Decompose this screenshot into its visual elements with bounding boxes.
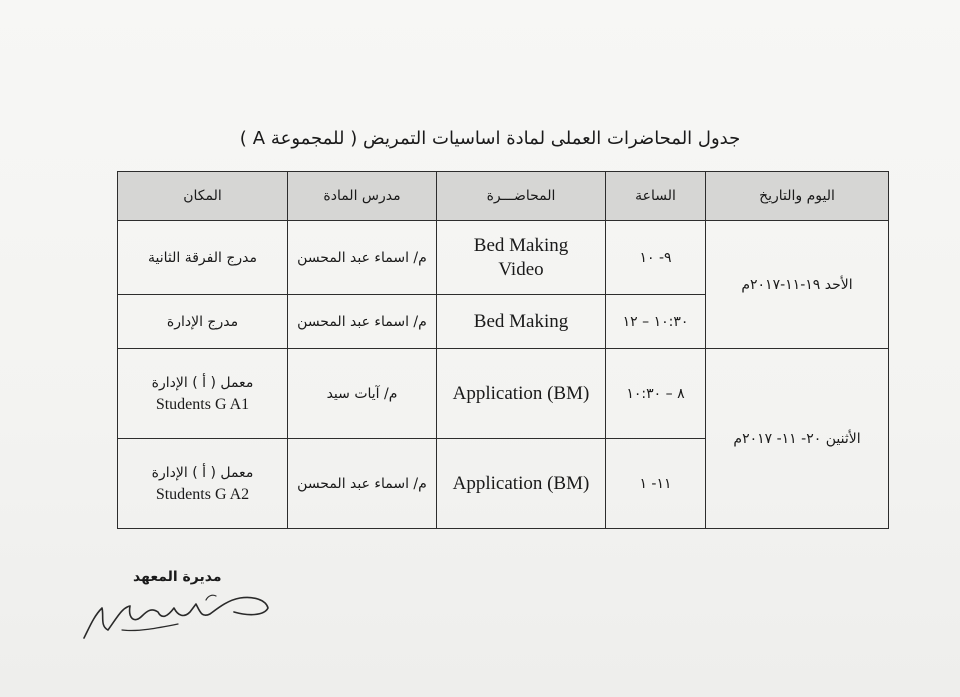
header-day-date: اليوم والتاريخ [706,172,889,221]
instructor-cell: م/ اسماء عبد المحسن [288,439,437,529]
time-cell: ١١- ١ [606,439,706,529]
place-cell [118,349,288,439]
day-date-cell: الأثنين ٢٠- ١١- ٢٠١٧م [706,349,889,529]
lecture-cell: Application (BM) [437,439,606,529]
instructor-cell: م/ اسماء عبد المحسن [288,295,437,349]
place-cell [118,439,288,529]
lecture-cell: Application (BM) [437,349,606,439]
table-row [118,221,889,295]
table-header-row [118,172,889,221]
place-english: Students G A2 [155,485,250,503]
document-title [0,128,960,149]
time-cell: ٩- ١٠ [606,221,706,295]
place-english: Students G A1 [155,395,250,413]
header-lecture: المحاضـــرة [437,172,606,221]
lecture-cell: Bed Making Video [437,221,606,295]
day-date-cell: الأحد ١٩-١١-٢٠١٧م [706,221,889,349]
header-instructor: مدرس المادة [288,172,437,221]
signature-label: مديرة المعهد [133,569,222,585]
title-text: جدول المحاضرات العملى لمادة اساسيات التمريض ( للمجموعة A ) [239,128,741,149]
place-arabic: معمل ( أ ) الإدارة [151,374,254,391]
handwritten-signature [78,586,278,646]
time-cell: ١٠:٣٠ – ١٢ [606,295,706,349]
header-time: الساعة [606,172,706,221]
instructor-cell: م/ آيات سيد [288,349,437,439]
time-cell: ٨ – ١٠:٣٠ [606,349,706,439]
header-place: المكان [118,172,288,221]
instructor-cell: م/ اسماء عبد المحسن [288,221,437,295]
lecture-cell: Bed Making [437,295,606,349]
table-row [118,349,889,439]
place-cell: مدرج الإدارة [118,295,288,349]
schedule-table [117,171,889,529]
place-cell: مدرج الفرقة الثانية [118,221,288,295]
place-arabic: معمل ( أ ) الإدارة [151,464,254,481]
